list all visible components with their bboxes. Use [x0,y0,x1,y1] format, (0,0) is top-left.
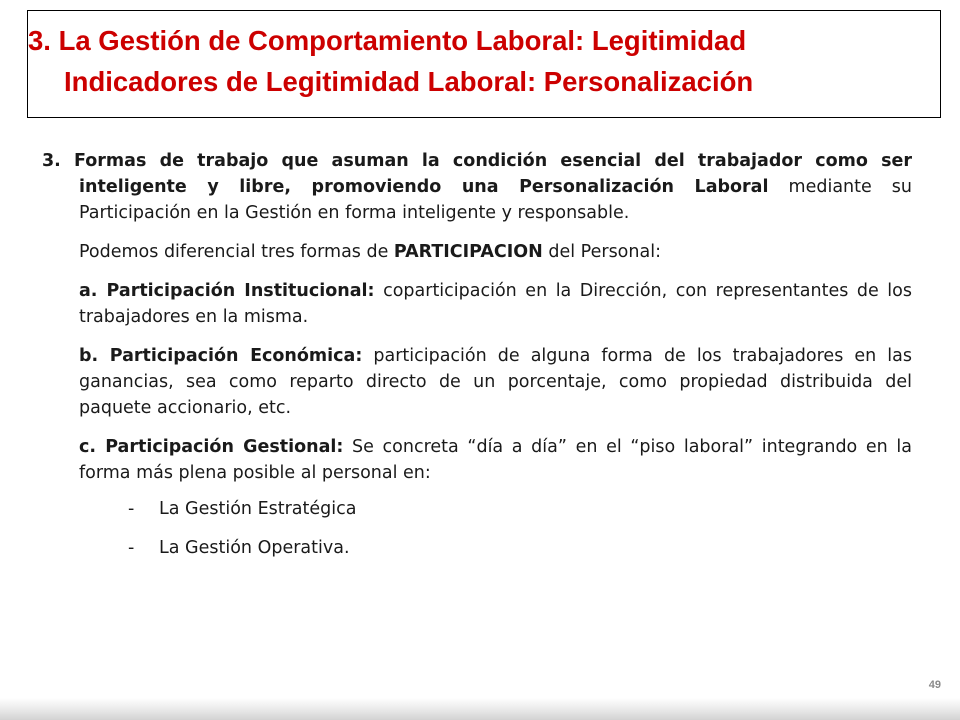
item-b-text: participación de alguna forma de los trabajadores en las ganancias, sea como reparto directo de un porcentaje, como propiedad distribuida del paquete accionario, etc. [79,346,912,418]
slide-content [42,148,912,561]
item-b-label: b. Participación Económica: [79,346,363,366]
intro-paragraph [79,239,912,265]
title-box [27,10,941,118]
intro-text: Podemos diferencial tres formas de [79,242,394,262]
slide-title-line-1: 3. La Gestión de Comportamiento Laboral: Legitimidad [28,25,747,56]
sub-item-operative [128,535,912,561]
item-c-paragraph [79,434,912,486]
item-a-text: coparticipación en la Dirección, con representantes de los trabajadores en la misma. [79,281,912,327]
item-a-paragraph [79,278,912,330]
item-c-text: Se concreta “día a día” en el “piso laboral” integrando en la forma más plena posible al personal en: [79,437,912,483]
point-3-bold-text: 3. Formas de trabajo que asuman la condición esencial del trabajador como ser inteligente y libre, promoviendo una Personalización Laboral [42,151,912,197]
dash-bullet: - [128,538,135,558]
dash-bullet: - [128,499,135,519]
sub-item-strategic-label: La Gestión Estratégica [159,499,357,519]
page-number: 49 [928,679,941,691]
item-c-label: c. Participación Gestional: [79,437,344,457]
slide-title-line-2: Indicadores de Legitimidad Laboral: Personalización [64,66,754,97]
footer-bar [0,698,960,720]
sub-item-strategic [128,496,912,522]
item-b-paragraph [79,343,912,421]
intro-end-text: del Personal: [542,242,661,262]
item-a-label: a. Participación Institucional: [79,281,375,301]
point-3-paragraph [42,148,912,226]
sub-item-operative-label: La Gestión Operativa. [159,538,350,558]
intro-bold-text: PARTICIPACION [393,242,543,262]
point-3-text: mediante su Participación en la Gestión en forma inteligente y responsable. [79,177,912,223]
